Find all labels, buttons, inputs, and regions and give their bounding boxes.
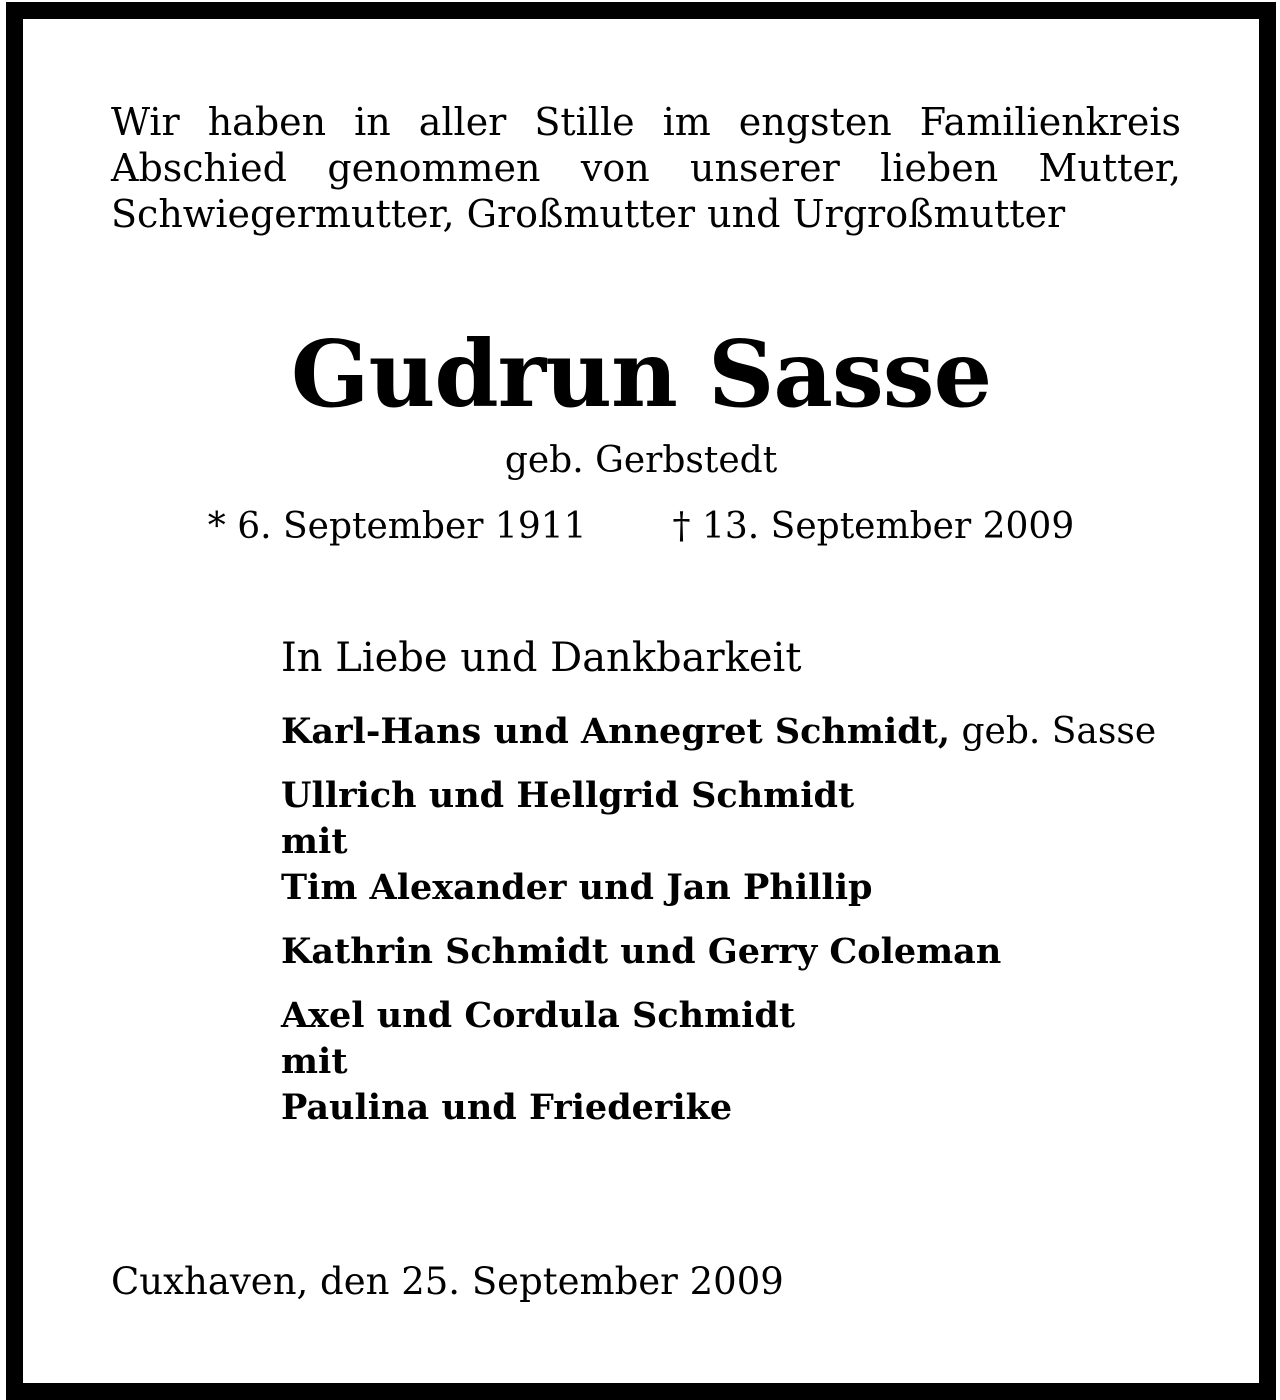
closing-phrase: In Liebe und Dankbarkeit (281, 635, 802, 681)
mourner-names: Karl-Hans und Annegret Schmidt, (281, 711, 951, 752)
mourner-row: Paulina und Friederike (281, 1087, 733, 1128)
maiden-name: geb. Gerbstedt (504, 440, 778, 481)
intro-line: Wir haben in aller Stille im engsten Familienkreis (111, 100, 1181, 144)
mourner-row: mit (281, 821, 348, 862)
intro-paragraph (111, 99, 1181, 237)
mourner-row: mit (281, 1041, 348, 1082)
mourner-group (281, 993, 1241, 1131)
place-and-date: Cuxhaven, den 25. September 2009 (111, 1260, 784, 1303)
intro-line: Schwiegermutter, Großmutter und Urgroßmutter (111, 192, 1066, 236)
mourner-row (281, 709, 1241, 755)
mourner-group (281, 709, 1241, 755)
mourner-row: Tim Alexander und Jan Phillip (281, 867, 873, 908)
mourner-group (281, 773, 1241, 911)
deceased-name: Gudrun Sasse (290, 320, 992, 428)
mourners-list (281, 709, 1241, 1149)
mourner-suffix: geb. Sasse (950, 711, 1157, 752)
mourner-group (281, 929, 1241, 975)
intro-line: Abschied genommen von unserer lieben Mutter, (111, 146, 1181, 190)
obituary-notice (6, 2, 1276, 1400)
life-dates (23, 505, 1259, 549)
mourner-row: Ullrich und Hellgrid Schmidt (281, 775, 855, 816)
death-date: † 13. September 2009 (672, 506, 1075, 547)
mourner-row: Axel und Cordula Schmidt (281, 995, 796, 1036)
mourner-row: Kathrin Schmidt und Gerry Coleman (281, 931, 1002, 972)
birth-date: * 6. September 1911 (207, 506, 587, 547)
